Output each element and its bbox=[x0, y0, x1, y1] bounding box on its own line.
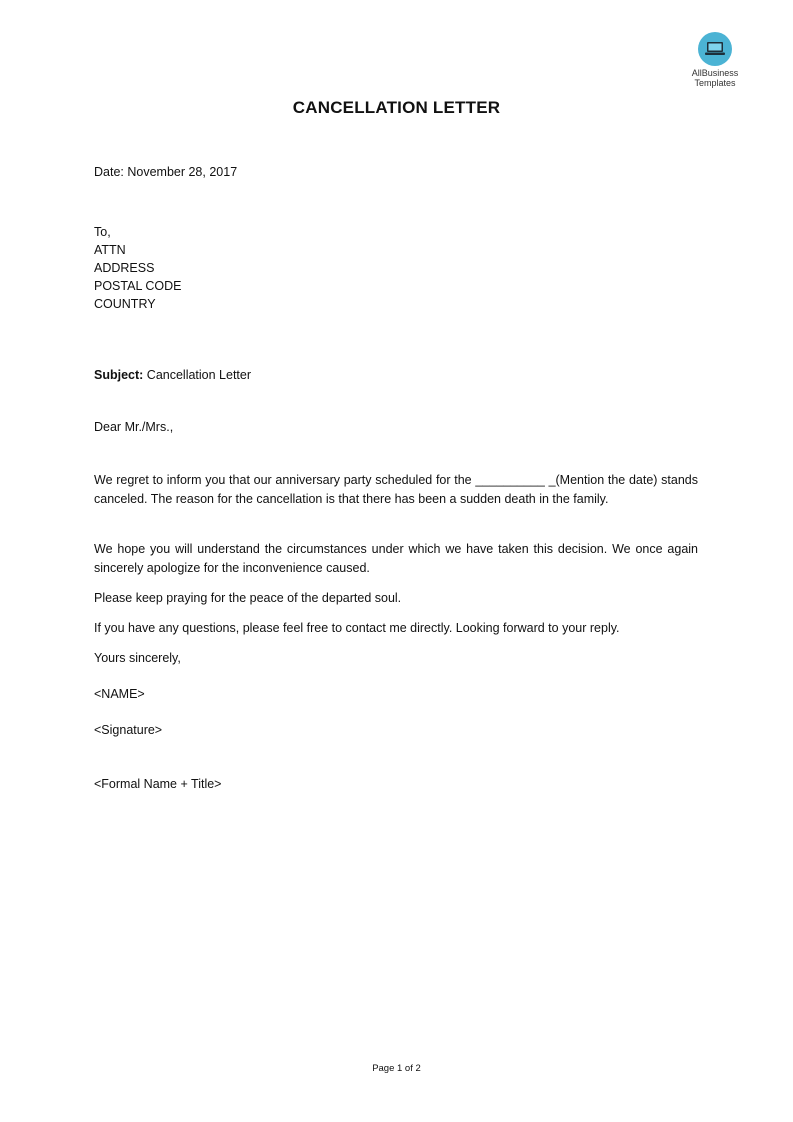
address-line: COUNTRY bbox=[94, 297, 156, 311]
address-line: ADDRESS bbox=[94, 261, 155, 275]
logo-text-line1: AllBusiness bbox=[691, 68, 739, 78]
letter-date: Date: November 28, 2017 bbox=[94, 165, 238, 179]
page-number: Page 1 of 2 bbox=[372, 1063, 421, 1074]
allbusiness-logo bbox=[678, 32, 752, 88]
address-line: POSTAL CODE bbox=[94, 279, 182, 293]
body-paragraph: We regret to inform you that our anniversary party scheduled for the __________ _(Mention the date) stands canceled. The reason for the cancellation is that there has been a sudden death in the family. bbox=[94, 473, 698, 506]
subject-value: Cancellation Letter bbox=[143, 368, 252, 382]
address-line: To, bbox=[94, 225, 111, 239]
signature-placeholder: <Signature> bbox=[94, 723, 163, 737]
address-line: ATTN bbox=[94, 243, 126, 257]
body-paragraph: If you have any questions, please feel free to contact me directly. Looking forward to your reply. bbox=[94, 621, 620, 635]
formal-name-placeholder: <Formal Name + Title> bbox=[94, 777, 222, 791]
name-placeholder: <NAME> bbox=[94, 687, 145, 701]
laptop-icon bbox=[698, 32, 732, 66]
body-paragraph: Please keep praying for the peace of the departed soul. bbox=[94, 591, 402, 605]
recipient-address bbox=[94, 223, 182, 313]
closing: Yours sincerely, bbox=[94, 651, 181, 665]
subject-line bbox=[94, 366, 251, 384]
logo-text-line2: Templates bbox=[694, 78, 736, 88]
salutation: Dear Mr./Mrs., bbox=[94, 420, 174, 434]
document-title: CANCELLATION LETTER bbox=[292, 98, 501, 117]
body-paragraph: We hope you will understand the circumstances under which we have taken this decision. We once again sincerely apologize for the inconvenience caused. bbox=[94, 542, 698, 575]
subject-label: Subject: bbox=[94, 368, 144, 382]
